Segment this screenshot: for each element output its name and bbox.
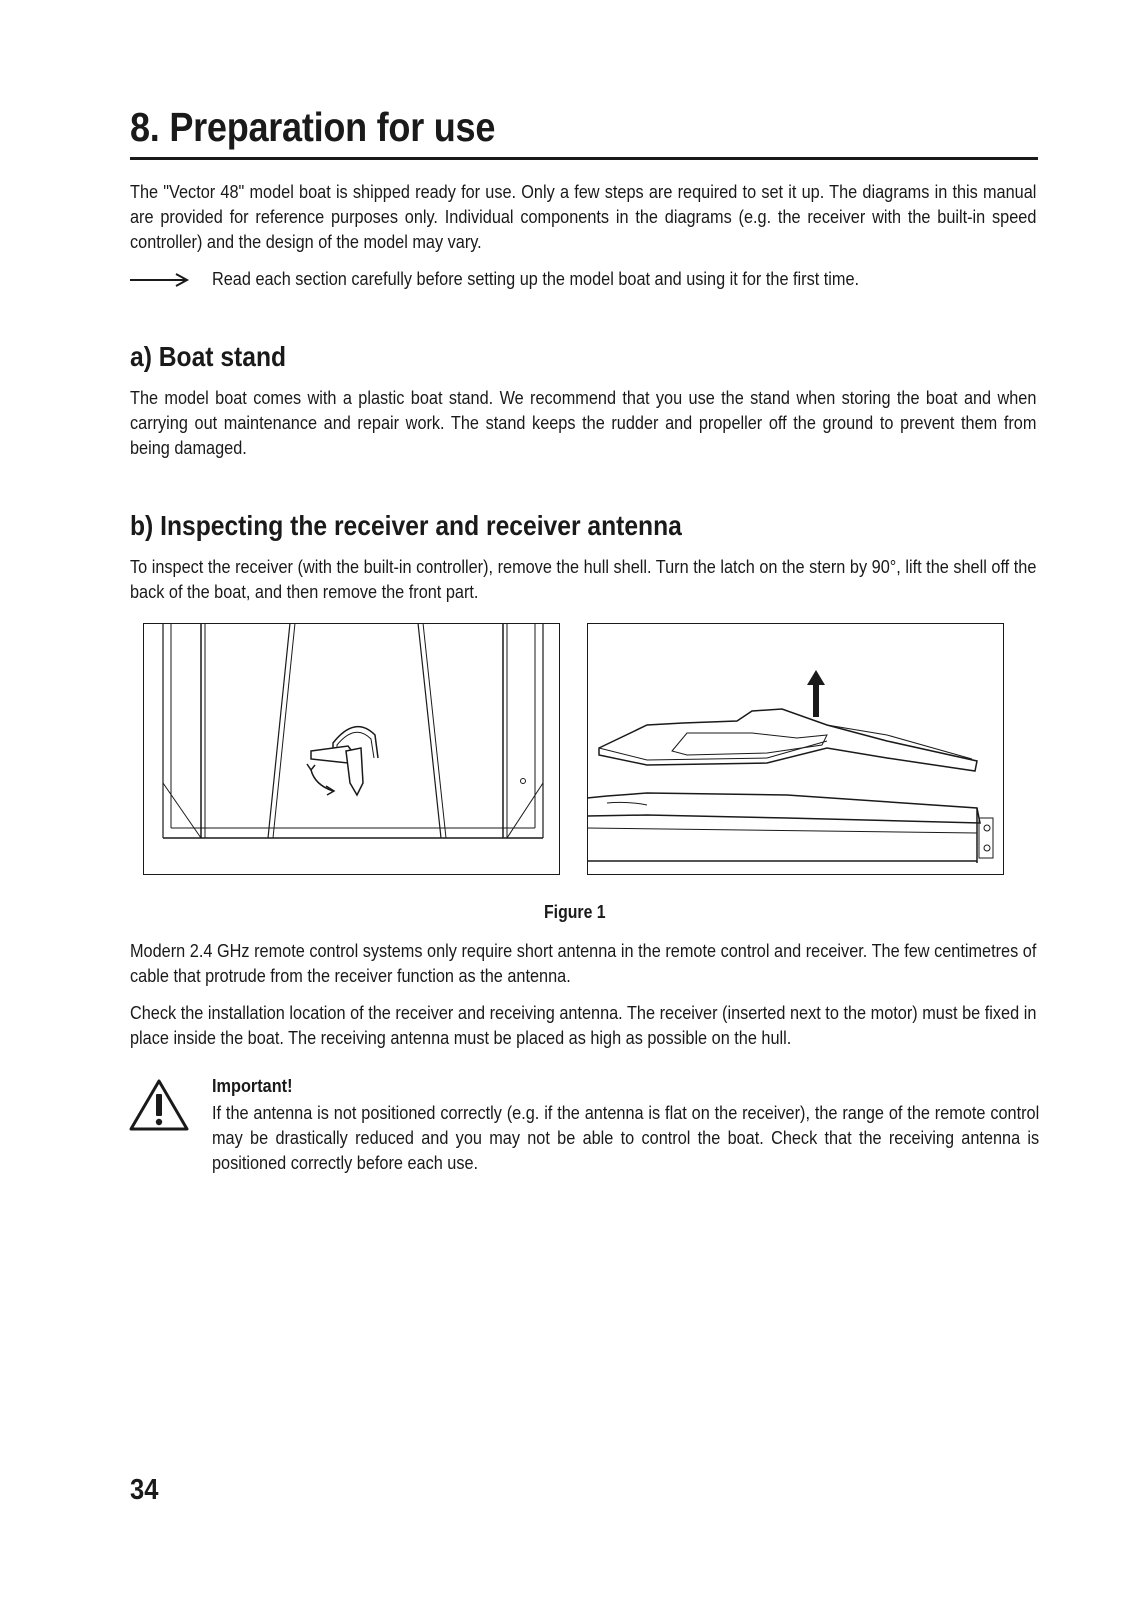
intro-paragraph: The "Vector 48" model boat is shipped ready for use. Only a few steps are required to set it up. The diagrams in this manual are provided for reference purposes only. Individual components in the diagrams (e.g. the receiver with the built-in speed controller) and the design of the model may vary.	[130, 181, 1037, 252]
figure-caption: Figure 1	[544, 902, 606, 922]
page-number: 34	[130, 1474, 159, 1506]
warning-label: Important!	[212, 1075, 293, 1096]
title-underline	[130, 157, 1038, 160]
arrow-right-icon	[130, 273, 190, 287]
section-b-paragraph: To inspect the receiver (with the built-in controller), remove the hull shell. Turn the latch on the stern by 90°, lift the shell off the back of the boat, and then remove the front part.	[130, 556, 1037, 602]
figure-hull-shell-lift	[587, 623, 1004, 875]
installation-paragraph: Check the installation location of the receiver and receiving antenna. The receiver (inserted next to the motor) must be fixed in place inside the boat. The receiving antenna must be placed as high as possible on the hull.	[130, 1002, 1037, 1048]
intro-note: Read each section carefully before setting up the model boat and using it for the first time.	[212, 268, 860, 289]
section-a-heading: a) Boat stand	[130, 341, 287, 372]
figure-stern-latch	[143, 623, 560, 875]
warning-triangle-icon	[128, 1078, 190, 1132]
warning-text: If the antenna is not positioned correctly (e.g. if the antenna is flat on the receiver), the range of the remote control may be drastically reduced and you may not be able to control the boat. Check that the receiving antenna is positioned correctly before each use.	[212, 1102, 1040, 1173]
antenna-paragraph: Modern 2.4 GHz remote control systems only require short antenna in the remote control and receiver. The few centimetres of cable that protrude from the receiver function as the antenna.	[130, 940, 1037, 986]
page-title: 8. Preparation for use	[130, 104, 496, 150]
section-a-paragraph: The model boat comes with a plastic boat stand. We recommend that you use the stand when storing the boat and when carrying out maintenance and repair work. The stand keeps the rudder and propeller off the ground to prevent them from being damaged.	[130, 387, 1037, 458]
section-b-heading: b) Inspecting the receiver and receiver antenna	[130, 510, 682, 541]
